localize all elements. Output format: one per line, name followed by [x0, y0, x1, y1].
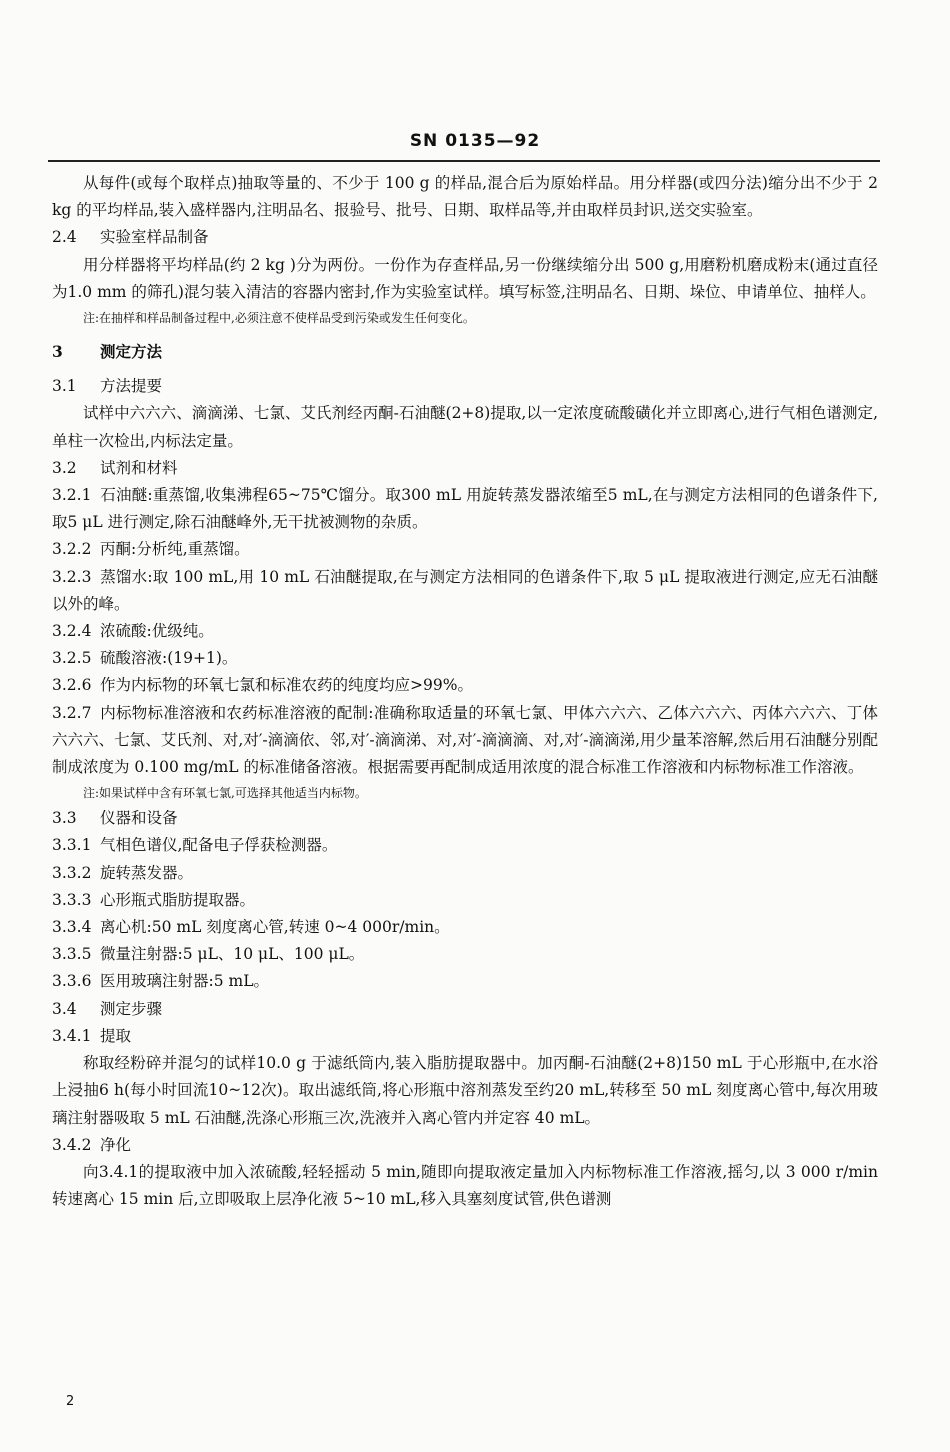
item-number: 3.2.3 — [52, 567, 92, 586]
section-number: 3.4.2 — [52, 1135, 92, 1154]
note-internal-standard: 注:如果试样中含有环氧七氯,可选择其他适当内标物。 — [83, 786, 367, 801]
section-number: 3 — [52, 342, 63, 362]
item-3-2-6 — [52, 672, 878, 699]
item-text: 微量注射器:5 μL、10 μL、100 μL。 — [100, 945, 365, 964]
item-number: 3.2.4 — [52, 622, 92, 641]
section-heading-3 — [52, 338, 878, 365]
item-text: 浓硫酸:优级纯。 — [100, 622, 214, 641]
section-title: 测定步骤 — [100, 999, 163, 1018]
item-number: 3.3.1 — [52, 836, 92, 855]
paragraph-3-4-1: 称取经粉碎并混匀的试样10.0 g 于滤纸筒内,装入脂肪提取器中。加丙酮-石油醚(2+8)150 mL 于心形瓶中,在水浴上浸抽6 h(每小时回流10~12次)。取出滤纸筒,将心形瓶中溶剂蒸发至约20 mL,转移至 50 mL 刻度离心管中,每次用玻璃注射器吸取 5 mL 石油醚,洗涤心形瓶三次,洗液并入离心管内并定容 40 mL。 — [52, 1054, 878, 1127]
item-3-2-7 — [52, 700, 878, 782]
section-number: 3.4.1 — [52, 1026, 92, 1045]
section-heading-2-4 — [52, 224, 878, 251]
item-number: 3.3.3 — [52, 890, 92, 909]
section-number: 3.2 — [52, 458, 77, 477]
section-heading-3-4 — [52, 996, 878, 1023]
section-title: 试剂和材料 — [100, 458, 178, 477]
item-text: 医用玻璃注射器:5 mL。 — [100, 972, 270, 991]
item-text: 丙酮:分析纯,重蒸馏。 — [100, 540, 250, 559]
item-number: 3.3.2 — [52, 863, 92, 882]
section-title: 测定方法 — [100, 342, 163, 362]
section-heading-3-4-2 — [52, 1132, 878, 1159]
item-text: 内标物标准溶液和农药标准溶液的配制:准确称取适量的环氧七氯、甲体六六六、乙体六六六、丙体六六六、丁体六六六、七氯、艾氏剂、对,对′-滴滴依、邻,对′-滴滴涕、对,对′-滴滴滴、对,对′-滴滴涕,用少量苯溶解,然后用石油醚分别配制成浓度为 0.100 mg/mL 的标准储备溶液。根据需要再配制成适用浓度的混合标准工作溶液和内标物标准工作溶液。 — [52, 703, 878, 777]
item-number: 3.3.6 — [52, 972, 92, 991]
section-title: 方法提要 — [100, 377, 163, 396]
item-3-2-1 — [52, 482, 878, 536]
item-text: 气相色谱仪,配备电子俘获检测器。 — [100, 836, 338, 855]
item-3-2-3 — [52, 564, 878, 618]
item-number: 3.3.5 — [52, 945, 92, 964]
page-number: 2 — [66, 1394, 75, 1409]
item-text: 心形瓶式脂肪提取器。 — [100, 890, 256, 909]
item-text: 作为内标物的环氧七氯和标准农药的纯度均应>99%。 — [100, 676, 473, 695]
document-header: SN 0135—92 — [409, 131, 541, 151]
item-3-2-4 — [52, 618, 878, 645]
item-text: 离心机:50 mL 刻度离心管,转速 0~4 000r/min。 — [100, 918, 450, 937]
section-title: 提取 — [100, 1026, 132, 1045]
paragraph-2-4: 用分样器将平均样品(约 2 kg )分为两份。一份作为存查样品,另一份继续缩分出 500 g,用磨粉机磨成粉末(通过直径为1.0 mm 的筛孔)混匀装入清洁的容器内密封,作为实验室试样。填写标签,注明品名、日期、垛位、申请单位、抽样人。 — [52, 255, 878, 301]
section-number: 3.3 — [52, 809, 77, 828]
item-number: 3.2.5 — [52, 649, 92, 668]
section-title: 仪器和设备 — [100, 809, 178, 828]
item-text: 石油醚:重蒸馏,收集沸程65~75℃馏分。取300 mL 用旋转蒸发器浓缩至5 mL,在与测定方法相同的色谱条件下,取5 μL 进行测定,除石油醚峰外,无干扰被测物的杂质。 — [52, 486, 878, 532]
item-number: 3.3.4 — [52, 918, 92, 937]
paragraph-3-1: 试样中六六六、滴滴涕、七氯、艾氏剂经丙酮-石油醚(2+8)提取,以一定浓度硫酸磺化并立即离心,进行气相色谱测定,单柱一次检出,内标法定量。 — [52, 404, 878, 450]
item-3-3-5 — [52, 941, 878, 968]
header-rule — [48, 160, 880, 162]
item-number: 3.2.7 — [52, 703, 92, 722]
section-title: 实验室样品制备 — [100, 228, 209, 247]
item-number: 3.2.2 — [52, 540, 92, 559]
item-3-3-6 — [52, 968, 878, 995]
paragraph-3-4-2: 向3.4.1的提取液中加入浓硫酸,轻轻摇动 5 min,随即向提取液定量加入内标物标准工作溶液,摇匀,以 3 000 r/min 转速离心 15 min 后,立即吸取上层净化液 5~10 mL,移入具塞刻度试管,供色谱测 — [52, 1162, 878, 1209]
item-3-3-3 — [52, 887, 878, 914]
document-body — [52, 170, 878, 1213]
note-sampling: 注:在抽样和样品制备过程中,必须注意不使样品受到污染或发生任何变化。 — [83, 311, 475, 326]
section-heading-3-4-1 — [52, 1023, 878, 1050]
section-heading-3-3 — [52, 805, 878, 832]
item-3-3-2 — [52, 860, 878, 887]
section-number: 2.4 — [52, 228, 77, 247]
section-heading-3-1 — [52, 373, 878, 400]
item-text: 蒸馏水:取 100 mL,用 10 mL 石油醚提取,在与测定方法相同的色谱条件下,取 5 μL 提取液进行测定,应无石油醚以外的峰。 — [52, 567, 878, 613]
item-number: 3.2.6 — [52, 676, 92, 695]
item-number: 3.2.1 — [52, 486, 92, 505]
section-title: 净化 — [100, 1135, 132, 1154]
item-text: 旋转蒸发器。 — [100, 863, 194, 882]
item-3-3-1 — [52, 832, 878, 859]
item-text: 硫酸溶液:(19+1)。 — [100, 649, 238, 668]
section-number: 3.1 — [52, 377, 77, 396]
paragraph-sampling-continued: 从每件(或每个取样点)抽取等量的、不少于 100 g 的样品,混合后为原始样品。用分样器(或四分法)缩分出不少于 2 kg 的平均样品,装入盛样器内,注明品名、报验号、批号、日期、取样品等,并由取样员封识,送交实验室。 — [52, 174, 878, 220]
item-3-3-4 — [52, 914, 878, 941]
section-heading-3-2 — [52, 455, 878, 482]
item-3-2-2 — [52, 536, 878, 563]
section-number: 3.4 — [52, 999, 77, 1018]
item-3-2-5 — [52, 645, 878, 672]
